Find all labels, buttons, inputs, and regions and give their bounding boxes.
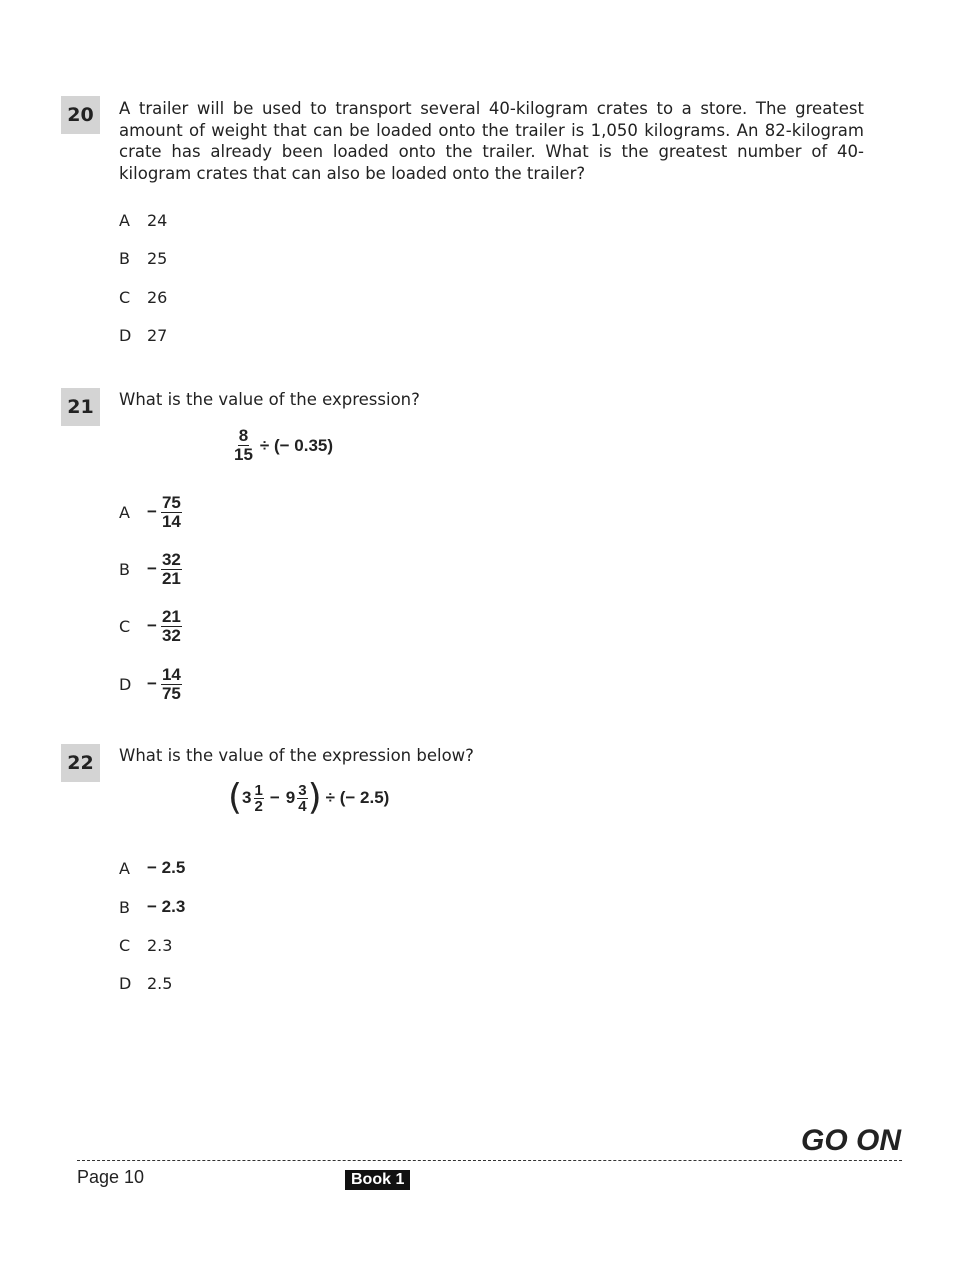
q20-choice-b[interactable] <box>119 246 167 270</box>
choice-letter: A <box>119 858 130 878</box>
question-22-stem: What is the value of the expression below? <box>119 746 474 765</box>
choice-letter: B <box>119 897 130 917</box>
q20-choice-c[interactable] <box>119 285 167 309</box>
expression-fraction: $\frac{8}{15}$ <box>234 426 253 464</box>
q22-choice-c[interactable] <box>119 933 172 957</box>
q21-expression <box>233 427 333 464</box>
q21-choice-a[interactable] <box>119 492 182 532</box>
choice-fraction: $\frac{32}{21}$ <box>161 549 181 588</box>
question-20-stem: A trailer will be used to transport several 40-kilogram crates to a store. The greatest amount of weight that can be loaded onto the trailer is 1,050 kilograms. An 82-kilogram crate has already been loaded onto the trailer. What is the greatest number of 40-kilogram crates that can also be loaded onto the trailer? <box>119 99 864 183</box>
choice-letter: B <box>119 559 130 579</box>
choice-letter: D <box>119 325 132 345</box>
choice-value: 2.3 <box>147 935 173 955</box>
choice-letter: C <box>119 616 131 636</box>
q22-expression <box>228 777 390 818</box>
page-number: Page 10 <box>77 1167 145 1187</box>
choice-value: 27 <box>147 325 168 345</box>
choice-letter: C <box>119 287 131 307</box>
right-paren: ) <box>307 777 322 818</box>
q22-choice-a[interactable] <box>119 856 185 880</box>
q21-choice-c[interactable] <box>119 606 182 646</box>
q22-choice-b[interactable] <box>119 895 185 919</box>
choice-value: − 2.3 <box>147 897 186 916</box>
choice-sign: − <box>147 616 157 635</box>
expression-rest: ÷ (− 0.35) <box>259 435 334 455</box>
question-number-22: 22 <box>61 744 100 782</box>
choice-fraction: $\frac{21}{32}$ <box>161 606 181 645</box>
choice-fraction: $\frac{14}{75}$ <box>161 664 181 703</box>
choice-letter: D <box>119 973 132 993</box>
go-on-label: GO ON <box>800 1124 901 1157</box>
choice-sign: − <box>147 674 157 693</box>
question-number-21: 21 <box>61 388 100 426</box>
question-number-20: 20 <box>61 96 100 134</box>
minus-sign: − <box>269 788 280 807</box>
q20-choice-d[interactable] <box>119 323 167 347</box>
choice-value: 24 <box>147 210 168 230</box>
mixed-whole-2: 9 <box>285 788 296 807</box>
choice-letter: A <box>119 210 130 230</box>
mixed-whole-1: 3 <box>242 788 252 807</box>
choice-letter: C <box>119 935 131 955</box>
choice-letter: B <box>119 248 130 268</box>
choice-sign: − <box>147 502 157 521</box>
choice-sign: − <box>147 559 157 578</box>
choice-fraction: $\frac{75}{14}$ <box>161 492 181 531</box>
choice-letter: A <box>119 502 130 522</box>
book-badge: Book 1 <box>345 1170 410 1190</box>
footer-divider <box>77 1160 902 1161</box>
choice-value: 2.5 <box>147 973 173 993</box>
q20-choice-a[interactable] <box>119 208 167 232</box>
question-21-stem: What is the value of the expression? <box>119 390 420 409</box>
left-paren: ( <box>228 777 243 818</box>
q22-choice-d[interactable] <box>119 971 172 995</box>
choice-value: 25 <box>147 248 168 268</box>
choice-value: − 2.5 <box>147 858 186 877</box>
choice-letter: D <box>119 674 132 694</box>
expression-rest: ÷ (− 2.5) <box>325 788 390 807</box>
mixed-fraction-1: $\frac{1}{2}$ <box>254 781 263 815</box>
mixed-fraction-2: $\frac{3}{4}$ <box>298 781 307 815</box>
q21-choice-d[interactable] <box>119 664 182 704</box>
q21-choice-b[interactable] <box>119 549 182 589</box>
choice-value: 26 <box>147 287 168 307</box>
